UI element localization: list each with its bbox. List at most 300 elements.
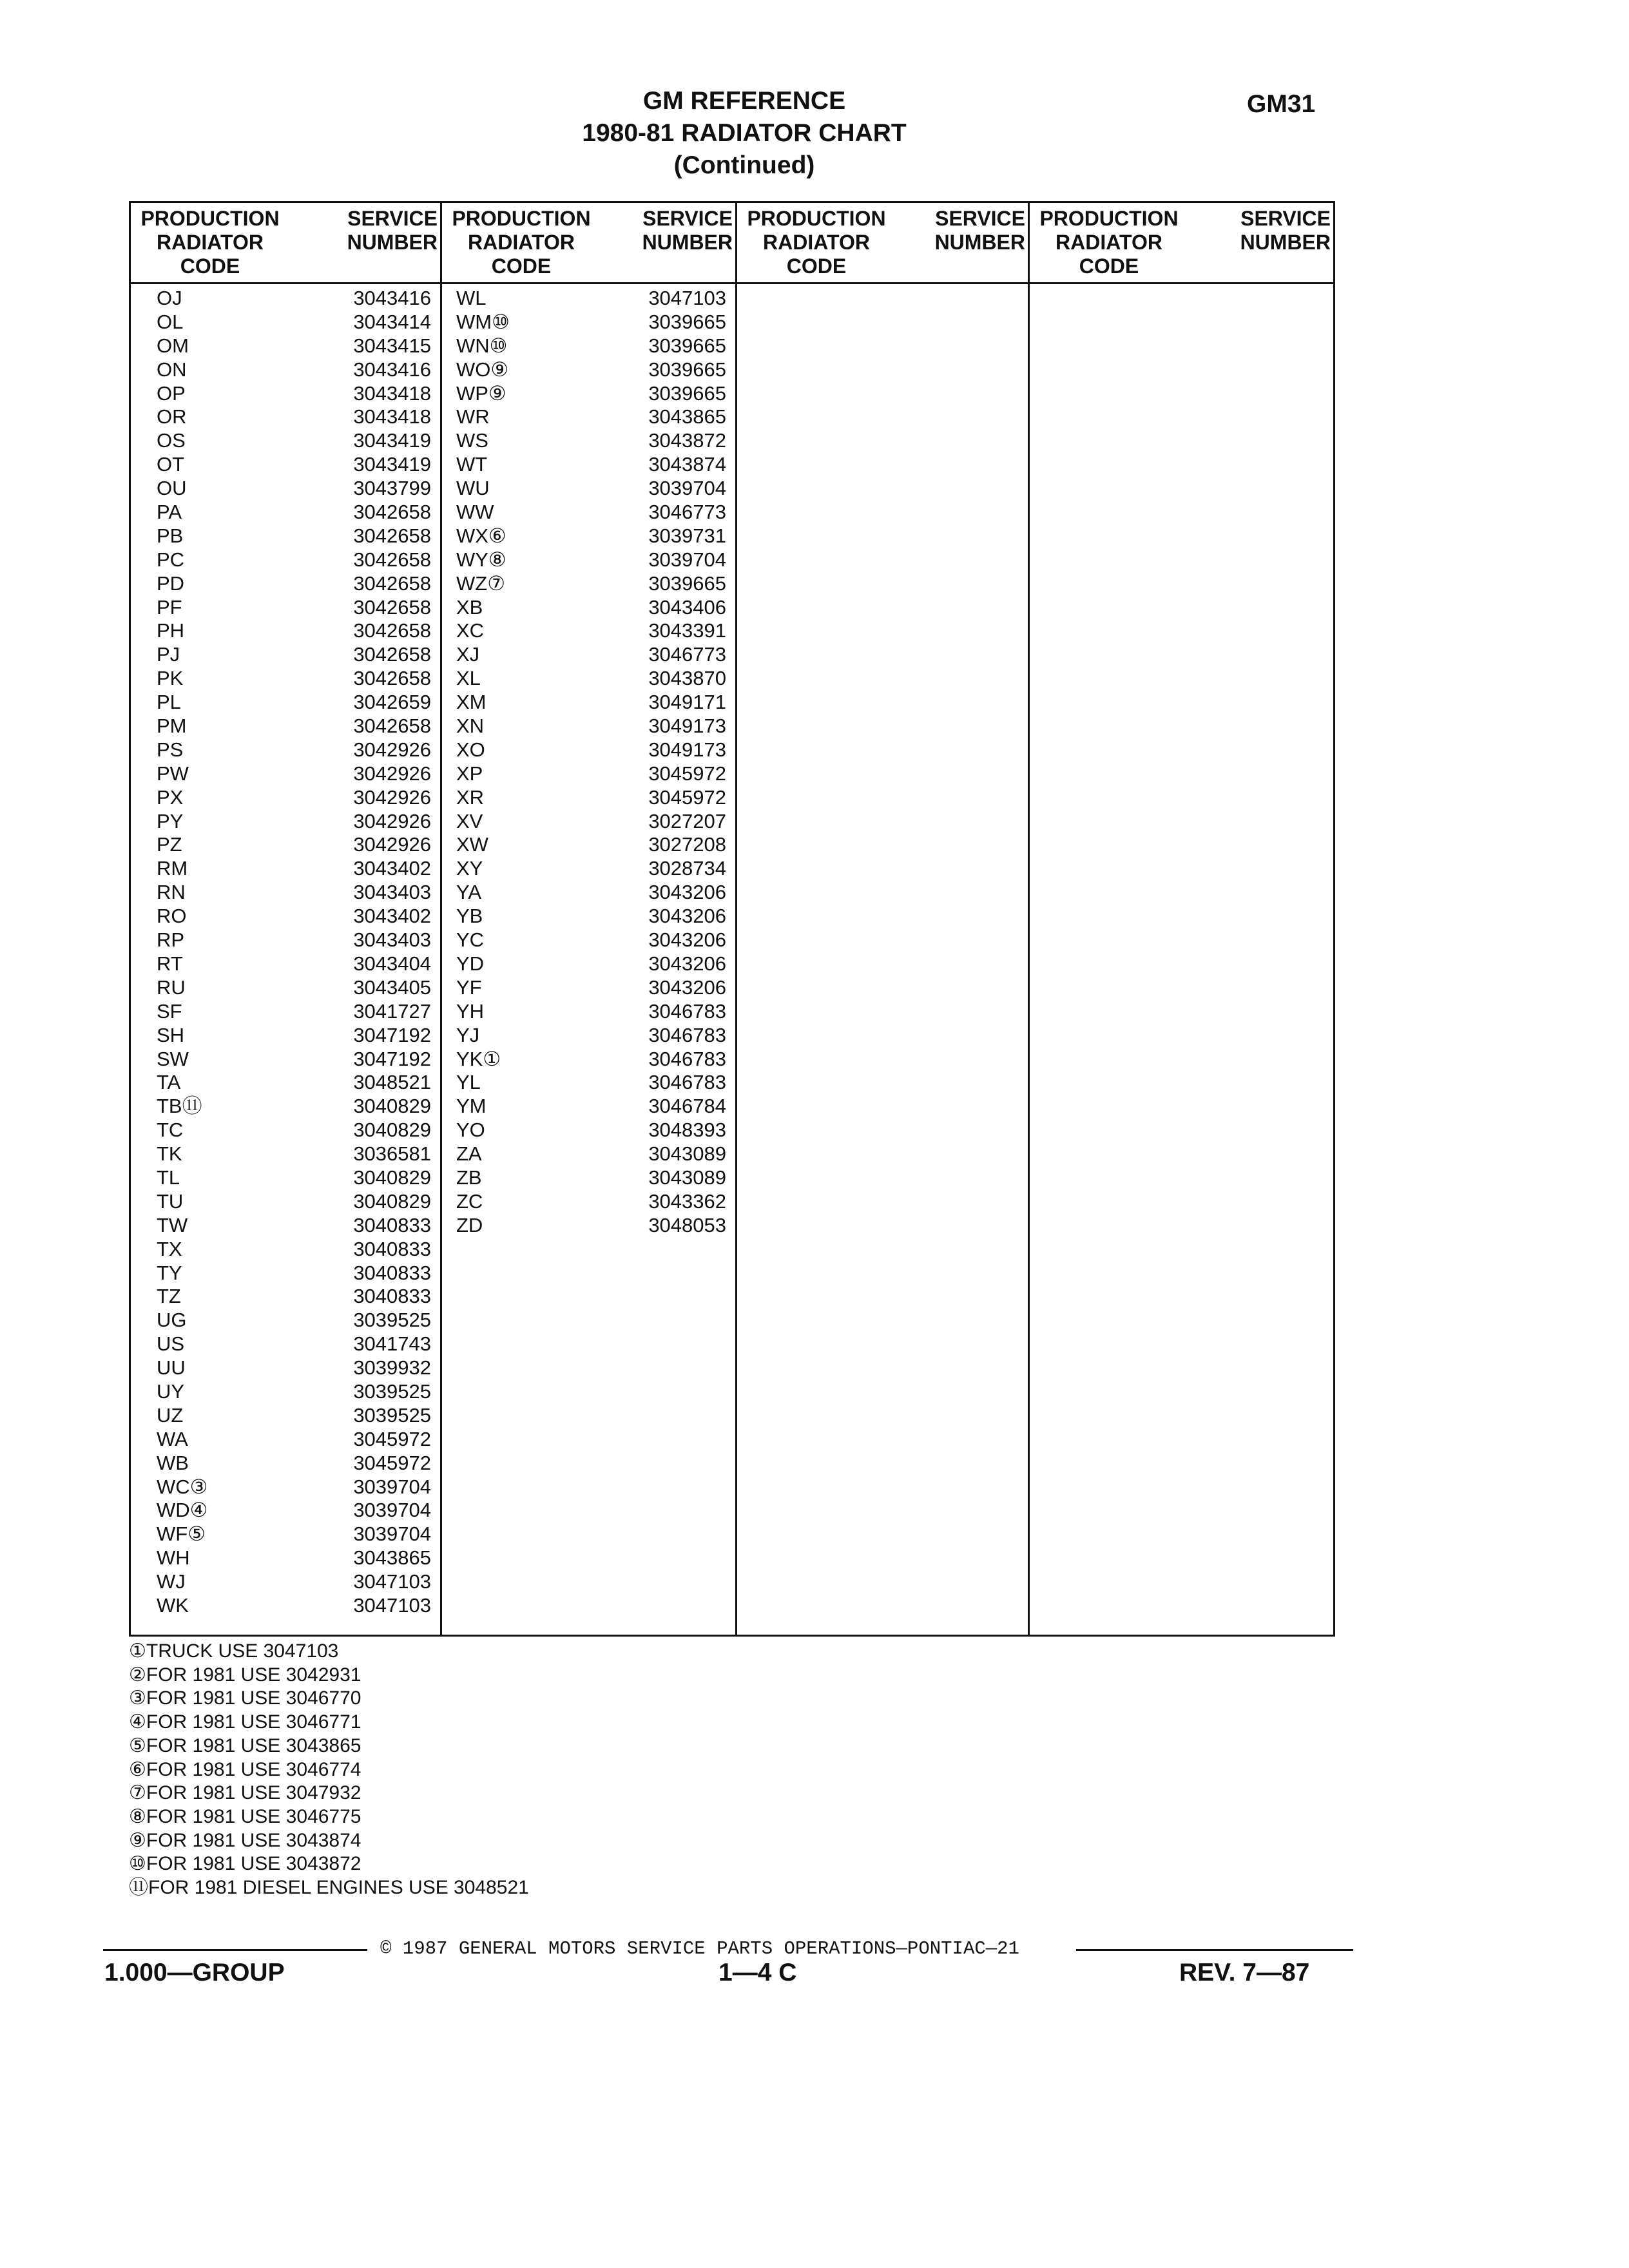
table-row [131, 881, 440, 905]
radiator-code: XL [456, 667, 481, 690]
radiator-code: WW [456, 501, 494, 524]
table-row [131, 334, 440, 358]
radiator-code: PY [157, 809, 184, 832]
table-row [442, 1048, 735, 1072]
service-number: 3040829 [353, 1166, 431, 1189]
radiator-code: XO [456, 738, 485, 761]
table-row [131, 928, 440, 952]
footnote: ⑧FOR 1981 USE 3046775 [129, 1805, 361, 1827]
table-row [131, 619, 440, 643]
radiator-code: YD [456, 952, 485, 975]
table-row [442, 810, 735, 834]
table-row [131, 1095, 440, 1119]
radiator-code: WH [157, 1546, 190, 1570]
table-column-4 [1028, 203, 1333, 1635]
service-number: 3043419 [353, 453, 431, 476]
service-number: 3042658 [353, 715, 431, 738]
service-number: 3046784 [648, 1095, 726, 1118]
service-number: 3040833 [353, 1261, 431, 1284]
service-number: 3027207 [648, 809, 726, 832]
radiator-code: WU [456, 477, 490, 500]
radiator-code: XM [456, 691, 487, 714]
column-header [1030, 203, 1333, 284]
table-row [442, 572, 735, 596]
table-row [131, 477, 440, 501]
table-row [442, 429, 735, 453]
service-number: 3043414 [353, 310, 431, 333]
radiator-code: TW [157, 1213, 188, 1236]
table-row [131, 382, 440, 406]
service-number: 3046783 [648, 999, 726, 1023]
radiator-code: RP [157, 928, 185, 952]
table-row [131, 762, 440, 786]
production-header: PRODUCTION RADIATOR CODE [1039, 207, 1179, 278]
table-row [131, 287, 440, 311]
table-row [131, 596, 440, 620]
radiator-code: WJ [157, 1570, 186, 1593]
title-line-1: GM REFERENCE [642, 87, 846, 115]
service-number: 3042658 [353, 619, 431, 642]
table-row [442, 382, 735, 406]
footnotes [129, 1640, 529, 1900]
radiator-code: ZA [456, 1142, 482, 1166]
radiator-code: SH [157, 1023, 185, 1046]
table-row [131, 429, 440, 453]
radiator-code: PL [157, 691, 181, 714]
table-row [131, 1546, 440, 1570]
table-row [131, 786, 440, 810]
footnote: ④FOR 1981 USE 3046771 [129, 1711, 361, 1733]
radiator-code: TL [157, 1166, 180, 1189]
service-number: 3046773 [648, 643, 726, 666]
radiator-code: OS [157, 429, 186, 452]
radiator-code: UY [157, 1379, 185, 1403]
service-number: 3047192 [353, 1023, 431, 1046]
service-header: SERVICE NUMBER [642, 207, 733, 254]
table-row [131, 810, 440, 834]
column-header [442, 203, 735, 284]
service-number: 3043402 [353, 857, 431, 880]
service-header: SERVICE NUMBER [1240, 207, 1331, 254]
table-row [131, 1475, 440, 1499]
radiator-code: WF⑤ [157, 1523, 206, 1546]
radiator-code: PW [157, 762, 189, 785]
radiator-code: PZ [157, 833, 182, 856]
table-row [442, 691, 735, 715]
radiator-code: TY [157, 1261, 182, 1284]
table-row [131, 1262, 440, 1285]
radiator-code: RO [157, 905, 187, 928]
radiator-code: YH [456, 999, 485, 1023]
table-row [442, 667, 735, 691]
radiator-code: TC [157, 1119, 184, 1142]
radiator-code: PK [157, 667, 184, 690]
table-row [442, 596, 735, 620]
radiator-code: XP [456, 762, 483, 785]
service-number: 3039665 [648, 572, 726, 595]
service-number: 3028734 [648, 857, 726, 880]
radiator-code: TA [157, 1071, 181, 1094]
radiator-code: YF [456, 975, 482, 999]
service-number: 3040829 [353, 1189, 431, 1213]
radiator-code: UG [157, 1309, 187, 1332]
radiator-code: YA [456, 881, 482, 904]
radiator-code: WS [456, 429, 488, 452]
service-number: 3040833 [353, 1213, 431, 1236]
service-number: 3043406 [648, 595, 726, 619]
table-row [131, 572, 440, 596]
radiator-code: WA [157, 1427, 188, 1450]
table-row [442, 311, 735, 334]
table-row [442, 1119, 735, 1142]
radiator-code: OT [157, 453, 185, 476]
radiator-code: WK [157, 1593, 189, 1617]
table-row [131, 405, 440, 429]
radiator-code: OJ [157, 287, 182, 309]
table-row [442, 548, 735, 572]
radiator-code: PX [157, 785, 184, 809]
service-number: 3041727 [353, 999, 431, 1023]
table-row [131, 833, 440, 857]
radiator-code: YO [456, 1119, 485, 1142]
table-row [131, 667, 440, 691]
service-number: 3043391 [648, 619, 726, 642]
service-number: 3042658 [353, 524, 431, 547]
table-row [442, 1095, 735, 1119]
radiator-code: YM [456, 1095, 487, 1118]
table-row [442, 1071, 735, 1095]
group-label: 1.000—GROUP [104, 1959, 285, 1986]
radiator-code: XN [456, 715, 485, 738]
service-number: 3039731 [648, 524, 726, 547]
column-2-rows [442, 287, 735, 1238]
table-row [131, 1499, 440, 1523]
radiator-code: RN [157, 881, 186, 904]
table-row [442, 928, 735, 952]
service-number: 3045972 [353, 1451, 431, 1474]
table-row [442, 976, 735, 1000]
service-number: 3042658 [353, 643, 431, 666]
radiator-code: XY [456, 857, 483, 880]
table-row [131, 524, 440, 548]
radiator-code: PJ [157, 643, 180, 666]
table-row [131, 1285, 440, 1309]
service-number: 3042926 [353, 809, 431, 832]
service-number: 3040829 [353, 1095, 431, 1118]
service-number: 3043402 [353, 905, 431, 928]
service-number: 3045972 [648, 762, 726, 785]
service-number: 3042658 [353, 667, 431, 690]
table-row [131, 501, 440, 524]
column-header [131, 203, 440, 284]
radiator-code: RU [157, 975, 186, 999]
radiator-code: XW [456, 833, 488, 856]
radiator-code: WM⑩ [456, 310, 510, 333]
table-row [442, 738, 735, 762]
table-row [131, 1142, 440, 1166]
service-number: 3042926 [353, 785, 431, 809]
table-row [131, 1332, 440, 1356]
radiator-code: WR [456, 405, 490, 428]
service-number: 3043419 [353, 429, 431, 452]
table-row [131, 1428, 440, 1452]
service-number: 3043405 [353, 975, 431, 999]
table-row [131, 1309, 440, 1332]
table-row [131, 548, 440, 572]
table-row [131, 1404, 440, 1428]
service-number: 3043206 [648, 975, 726, 999]
service-number: 3043089 [648, 1142, 726, 1166]
table-row [442, 1166, 735, 1190]
radiator-code: TB⑪ [157, 1095, 202, 1118]
radiator-code: PB [157, 524, 184, 547]
service-number: 3039665 [648, 381, 726, 405]
radiator-code: PH [157, 619, 185, 642]
radiator-code: ON [157, 358, 187, 381]
table-row [442, 762, 735, 786]
table-row [131, 643, 440, 667]
table-row [442, 477, 735, 501]
table-row [131, 905, 440, 928]
table-row [131, 311, 440, 334]
service-number: 3047103 [353, 1593, 431, 1617]
service-number: 3043865 [353, 1546, 431, 1570]
production-header: PRODUCTION RADIATOR CODE [452, 207, 591, 278]
service-number: 3043206 [648, 952, 726, 975]
page-number: 1—4 C [718, 1959, 797, 1986]
service-number: 3043362 [648, 1189, 726, 1213]
radiator-code: XV [456, 809, 483, 832]
service-number: 3043418 [353, 381, 431, 405]
radiator-code: OL [157, 310, 184, 333]
radiator-code: ZD [456, 1213, 483, 1236]
service-number: 3042658 [353, 572, 431, 595]
service-number: 3042926 [353, 833, 431, 856]
table-row [131, 738, 440, 762]
service-number: 3046783 [648, 1023, 726, 1046]
service-number: 3049173 [648, 715, 726, 738]
footnote: ①TRUCK USE 3047103 [129, 1640, 339, 1662]
radiator-code: YJ [456, 1023, 480, 1046]
radiator-code: WN⑩ [456, 334, 508, 357]
table-row [442, 715, 735, 738]
footnote: ②FOR 1981 USE 3042931 [129, 1664, 361, 1686]
revision-label: REV. 7—87 [1179, 1959, 1310, 1986]
service-number: 3039525 [353, 1309, 431, 1332]
service-number: 3043206 [648, 928, 726, 952]
radiator-code: SW [157, 1047, 189, 1070]
table-row [131, 1166, 440, 1190]
service-number: 3039704 [353, 1499, 431, 1522]
service-number: 3039665 [648, 310, 726, 333]
service-number: 3043865 [648, 405, 726, 428]
table-row [131, 1119, 440, 1142]
radiator-code: WT [456, 453, 488, 476]
radiator-code: PS [157, 738, 184, 761]
table-row [131, 1071, 440, 1095]
table-row [131, 1190, 440, 1214]
service-number: 3043403 [353, 928, 431, 952]
table-row [442, 786, 735, 810]
table-row [442, 1190, 735, 1214]
footnote: ⑤FOR 1981 USE 3043865 [129, 1735, 361, 1756]
footnote: ⑦FOR 1981 USE 3047932 [129, 1782, 361, 1804]
radiator-code: XC [456, 619, 485, 642]
service-number: 3043874 [648, 453, 726, 476]
table-row [442, 453, 735, 477]
service-number: 3043206 [648, 881, 726, 904]
service-number: 3045972 [648, 785, 726, 809]
table-row [131, 1048, 440, 1072]
divider [103, 1949, 367, 1951]
table-row [442, 619, 735, 643]
radiator-code: US [157, 1332, 185, 1356]
service-number: 3043872 [648, 429, 726, 452]
radiator-code: WP⑨ [456, 381, 506, 405]
service-number: 3039704 [648, 477, 726, 500]
table-row [442, 334, 735, 358]
production-header: PRODUCTION RADIATOR CODE [747, 207, 886, 278]
table-column-2 [440, 203, 735, 1635]
table-row [442, 501, 735, 524]
service-number: 3043870 [648, 667, 726, 690]
radiator-code: TX [157, 1237, 182, 1260]
radiator-code: OR [157, 405, 187, 428]
table-row [442, 643, 735, 667]
table-row [442, 358, 735, 382]
production-header: PRODUCTION RADIATOR CODE [140, 207, 280, 278]
table-row [131, 691, 440, 715]
radiator-code: YL [456, 1071, 481, 1094]
radiator-code: WD④ [157, 1499, 208, 1522]
table-row [131, 1523, 440, 1546]
service-number: 3046783 [648, 1047, 726, 1070]
table-row [131, 715, 440, 738]
service-number: 3048393 [648, 1119, 726, 1142]
service-number: 3039665 [648, 358, 726, 381]
service-number: 3040833 [353, 1237, 431, 1260]
service-number: 3049173 [648, 738, 726, 761]
radiator-chart-table [129, 201, 1335, 1637]
table-column-1 [131, 203, 440, 1635]
radiator-code: WZ⑦ [456, 572, 505, 595]
radiator-code: UU [157, 1356, 186, 1379]
table-row [131, 358, 440, 382]
service-number: 3042926 [353, 762, 431, 785]
table-row [131, 1570, 440, 1594]
radiator-code: YC [456, 928, 485, 952]
service-number: 3047103 [648, 287, 726, 309]
radiator-code: OP [157, 381, 186, 405]
radiator-code: SF [157, 999, 182, 1023]
service-number: 3043403 [353, 881, 431, 904]
service-number: 3043416 [353, 287, 431, 309]
radiator-code: WB [157, 1451, 189, 1474]
radiator-code: PM [157, 715, 187, 738]
table-row [442, 1000, 735, 1024]
radiator-code: XJ [456, 643, 480, 666]
radiator-code: WL [456, 287, 487, 309]
service-number: 3045972 [353, 1427, 431, 1450]
table-row [131, 952, 440, 976]
column-header [737, 203, 1028, 284]
radiator-code: XR [456, 785, 485, 809]
copyright-text: © 1987 GENERAL MOTORS SERVICE PARTS OPERATIONS—PONTIAC—21 [380, 1938, 1019, 1959]
service-header: SERVICE NUMBER [347, 207, 438, 254]
divider [1076, 1949, 1353, 1951]
table-row [131, 857, 440, 881]
table-row [131, 1452, 440, 1475]
table-row [442, 881, 735, 905]
table-row [131, 1380, 440, 1404]
service-number: 3042658 [353, 548, 431, 571]
service-number: 3046783 [648, 1071, 726, 1094]
service-number: 3036581 [353, 1142, 431, 1166]
radiator-code: RT [157, 952, 183, 975]
service-number: 3027208 [648, 833, 726, 856]
radiator-code: YK① [456, 1047, 501, 1070]
service-number: 3039932 [353, 1356, 431, 1379]
radiator-code: WY⑧ [456, 548, 506, 571]
service-number: 3042659 [353, 691, 431, 714]
title-line-3: (Continued) [673, 151, 815, 179]
service-number: 3042658 [353, 501, 431, 524]
table-row [442, 287, 735, 311]
radiator-code: PA [157, 501, 182, 524]
table-row [442, 1214, 735, 1238]
footnote: ③FOR 1981 USE 3046770 [129, 1687, 361, 1709]
table-column-3 [735, 203, 1028, 1635]
service-number: 3047103 [353, 1570, 431, 1593]
service-number: 3041743 [353, 1332, 431, 1356]
radiator-code: WC③ [157, 1475, 208, 1498]
table-row [442, 1142, 735, 1166]
service-number: 3039665 [648, 334, 726, 357]
footnote: ⑥FOR 1981 USE 3046774 [129, 1758, 361, 1780]
service-number: 3039704 [353, 1475, 431, 1498]
service-number: 3043799 [353, 477, 431, 500]
service-number: 3043418 [353, 405, 431, 428]
table-row [442, 405, 735, 429]
page-code: GM31 [1247, 90, 1316, 118]
radiator-code: TK [157, 1142, 182, 1166]
table-row [131, 453, 440, 477]
service-number: 3047192 [353, 1047, 431, 1070]
column-1-rows [131, 287, 440, 1618]
table-row [442, 905, 735, 928]
service-number: 3039704 [353, 1523, 431, 1546]
service-number: 3042658 [353, 595, 431, 619]
table-row [131, 976, 440, 1000]
radiator-code: RM [157, 857, 188, 880]
table-row [442, 524, 735, 548]
table-row [442, 857, 735, 881]
service-number: 3043206 [648, 905, 726, 928]
service-number: 3042926 [353, 738, 431, 761]
service-number: 3043415 [353, 334, 431, 357]
title-line-2: 1980-81 RADIATOR CHART [582, 119, 907, 147]
table-row [442, 833, 735, 857]
radiator-code: WX⑥ [456, 524, 506, 547]
service-number: 3039525 [353, 1379, 431, 1403]
radiator-code: UZ [157, 1403, 184, 1427]
service-number: 3040833 [353, 1285, 431, 1308]
radiator-code: OM [157, 334, 189, 357]
service-number: 3039704 [648, 548, 726, 571]
service-number: 3043416 [353, 358, 431, 381]
radiator-code: XB [456, 595, 483, 619]
table-row [131, 1238, 440, 1262]
